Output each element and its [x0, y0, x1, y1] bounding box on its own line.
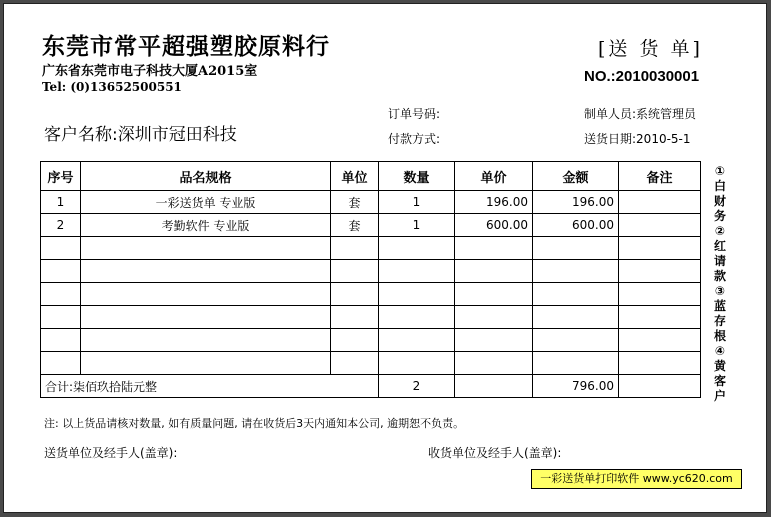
company-address: 广东省东莞市电子科技大厦A2015室 — [42, 64, 258, 79]
copy-legend-char: 白 — [713, 179, 726, 193]
total-label: 合计:柒佰玖拾陆元整 — [41, 375, 379, 398]
copy-legend-char: 蓝 — [713, 299, 726, 313]
cell-index: 1 — [41, 191, 81, 214]
document-number: NO.:2010030001 — [584, 68, 700, 85]
copy-legend-char: 红 — [713, 239, 726, 253]
header-remark: 备注 — [619, 162, 701, 191]
cell-unit-price: 600.00 — [455, 214, 533, 237]
cell-unit: 套 — [331, 214, 379, 237]
header-index: 序号 — [41, 162, 81, 191]
software-promo-link[interactable]: 一彩送货单打印软件 www.yc620.com — [531, 469, 742, 489]
company-tel: Tel: (0)13652500551 — [42, 80, 182, 94]
cell-quantity: 1 — [379, 214, 455, 237]
empty-row — [41, 329, 701, 352]
total-unit-price-empty — [455, 375, 533, 398]
header-quantity: 数量 — [379, 162, 455, 191]
copy-legend-char: 客 — [713, 374, 726, 388]
copy-legend-char: 财 — [713, 194, 726, 208]
copy-legend-char: ③ — [714, 284, 726, 298]
cell-amount: 600.00 — [533, 214, 619, 237]
document-title: [送 货 单] — [598, 38, 703, 60]
total-remark-empty — [619, 375, 701, 398]
empty-row — [41, 260, 701, 283]
total-amount: 796.00 — [533, 375, 619, 398]
copy-legend-char: 存 — [713, 314, 726, 328]
empty-row — [41, 306, 701, 329]
copy-legend-char: 黄 — [713, 359, 726, 373]
items-table — [40, 161, 701, 398]
receiver-signature-label: 收货单位及经手人(盖章): — [428, 446, 562, 460]
copy-legend-char: ④ — [714, 344, 726, 358]
empty-row — [41, 237, 701, 260]
company-name: 东莞市常平超强塑胶原料行 — [42, 33, 330, 60]
cell-amount: 196.00 — [533, 191, 619, 214]
cell-product: 考勤软件 专业版 — [81, 214, 331, 237]
header-amount: 金额 — [533, 162, 619, 191]
cell-index: 2 — [41, 214, 81, 237]
empty-row — [41, 283, 701, 306]
cell-remark — [619, 214, 701, 237]
header-unit-price: 单价 — [455, 162, 533, 191]
header-product: 品名规格 — [81, 162, 331, 191]
document-maker: 制单人员:系统管理员 — [584, 107, 697, 121]
footer-note: 注: 以上货品请核对数量, 如有质量问题, 请在收货后3天内通知本公司, 逾期恕不负责。 — [44, 417, 465, 430]
total-quantity: 2 — [379, 375, 455, 398]
cell-unit: 套 — [331, 191, 379, 214]
empty-row — [41, 352, 701, 375]
copy-legend-char: ① — [714, 164, 726, 178]
payment-method-label: 付款方式: — [388, 132, 441, 146]
copy-legend-char: ② — [714, 224, 726, 238]
customer-name: 客户名称:深圳市冠田科技 — [44, 125, 237, 145]
cell-product: 一彩送货单 专业版 — [81, 191, 331, 214]
copy-legend-char: 户 — [713, 389, 726, 403]
cell-unit-price: 196.00 — [455, 191, 533, 214]
copy-legend-char: 请 — [713, 254, 726, 268]
delivery-date: 送货日期:2010-5-1 — [584, 132, 691, 146]
table-row — [41, 214, 701, 237]
table-header-row — [41, 162, 701, 191]
copy-legend-char: 根 — [713, 329, 726, 343]
copy-legend-char: 款 — [713, 269, 726, 283]
order-number-label: 订单号码: — [388, 107, 441, 121]
delivery-note-page — [3, 3, 767, 513]
table-row — [41, 191, 701, 214]
copy-distribution-legend — [711, 164, 729, 404]
cell-remark — [619, 191, 701, 214]
total-row — [41, 375, 701, 398]
sender-signature-label: 送货单位及经手人(盖章): — [44, 446, 178, 460]
cell-quantity: 1 — [379, 191, 455, 214]
header-unit: 单位 — [331, 162, 379, 191]
copy-legend-char: 务 — [713, 209, 726, 223]
